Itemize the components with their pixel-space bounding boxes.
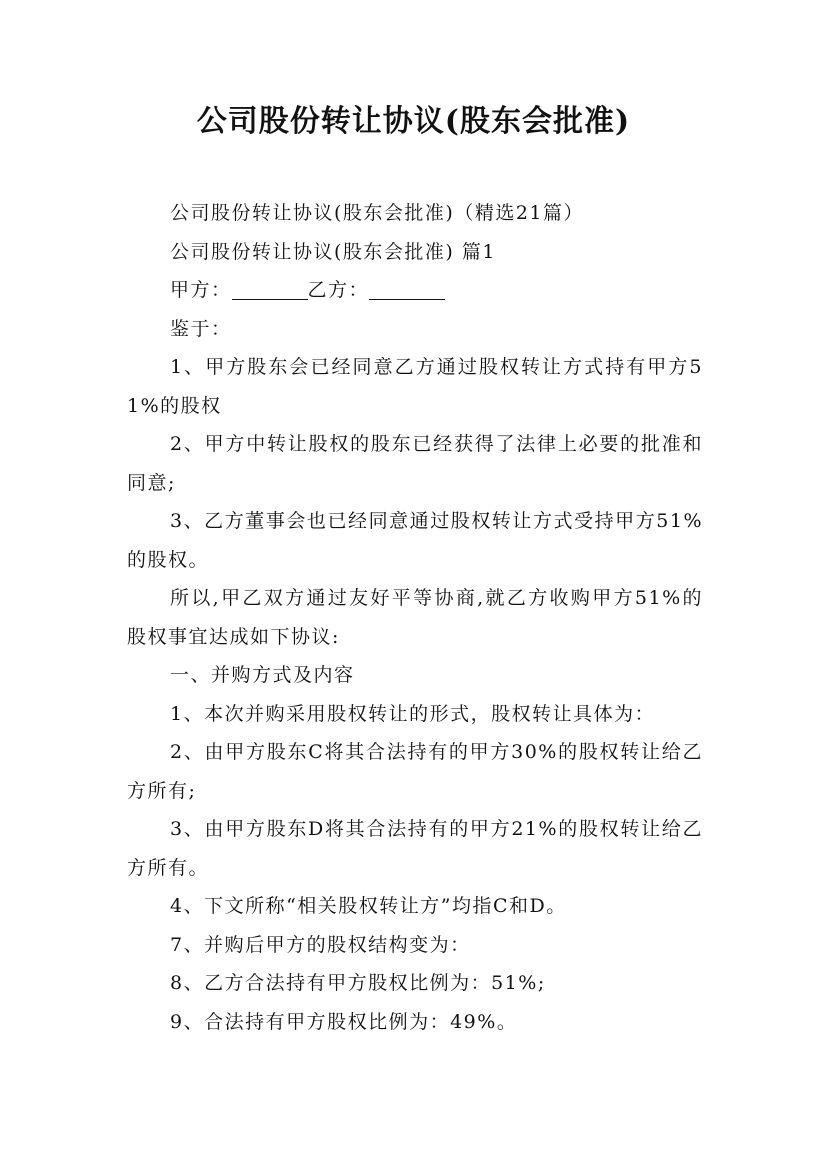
paragraph: 1、本次并购采用股权转让的形式，股权转让具体为： bbox=[170, 702, 656, 725]
document-title: 公司股份转让协议(股东会批准) bbox=[196, 104, 631, 139]
paragraph: 7、并购后甲方的股权结构变为： bbox=[170, 933, 471, 956]
paragraph: 9、合法持有甲方股权比例为：49%。 bbox=[170, 1010, 518, 1033]
paragraph: 4、下文所称“相关股权转让方”均指C和D。 bbox=[170, 895, 567, 917]
paragraph: 3、由甲方股东D将其合法持有的甲方21%的股权转让给乙方所有。 bbox=[127, 818, 703, 879]
document-body bbox=[127, 194, 703, 1041]
party-b-label: 乙方： bbox=[307, 279, 370, 301]
paragraph: 3、乙方董事会也已经同意通过股权转让方式受持甲方51%的股权。 bbox=[127, 510, 703, 571]
whereas-heading: 鉴于： bbox=[170, 317, 232, 340]
party-b-blank bbox=[369, 299, 445, 300]
paragraph: 所以,甲乙双方通过友好平等协商,就乙方收购甲方51%的股权事宜达成如下协议: bbox=[127, 587, 703, 648]
paragraph: 8、乙方合法持有甲方股权比例为：51%; bbox=[170, 972, 546, 994]
subtitle-paragraph: 公司股份转让协议(股东会批准)（精选21篇） bbox=[170, 202, 585, 224]
party-a-label: 甲方： bbox=[170, 279, 232, 301]
parties-line bbox=[127, 271, 703, 310]
party-a-blank bbox=[232, 299, 308, 300]
section-heading: 公司股份转让协议(股东会批准) 篇1 bbox=[170, 240, 496, 263]
paragraph: 2、甲方中转让股权的股东已经获得了法律上必要的批准和同意; bbox=[127, 433, 703, 494]
paragraph: 2、由甲方股东C将其合法持有的甲方30%的股权转让给乙方所有; bbox=[127, 741, 703, 802]
paragraph: 1、甲方股东会已经同意乙方通过股权转让方式持有甲方51%的股权 bbox=[127, 356, 703, 417]
clause-heading: 一、并购方式及内容 bbox=[170, 664, 355, 686]
